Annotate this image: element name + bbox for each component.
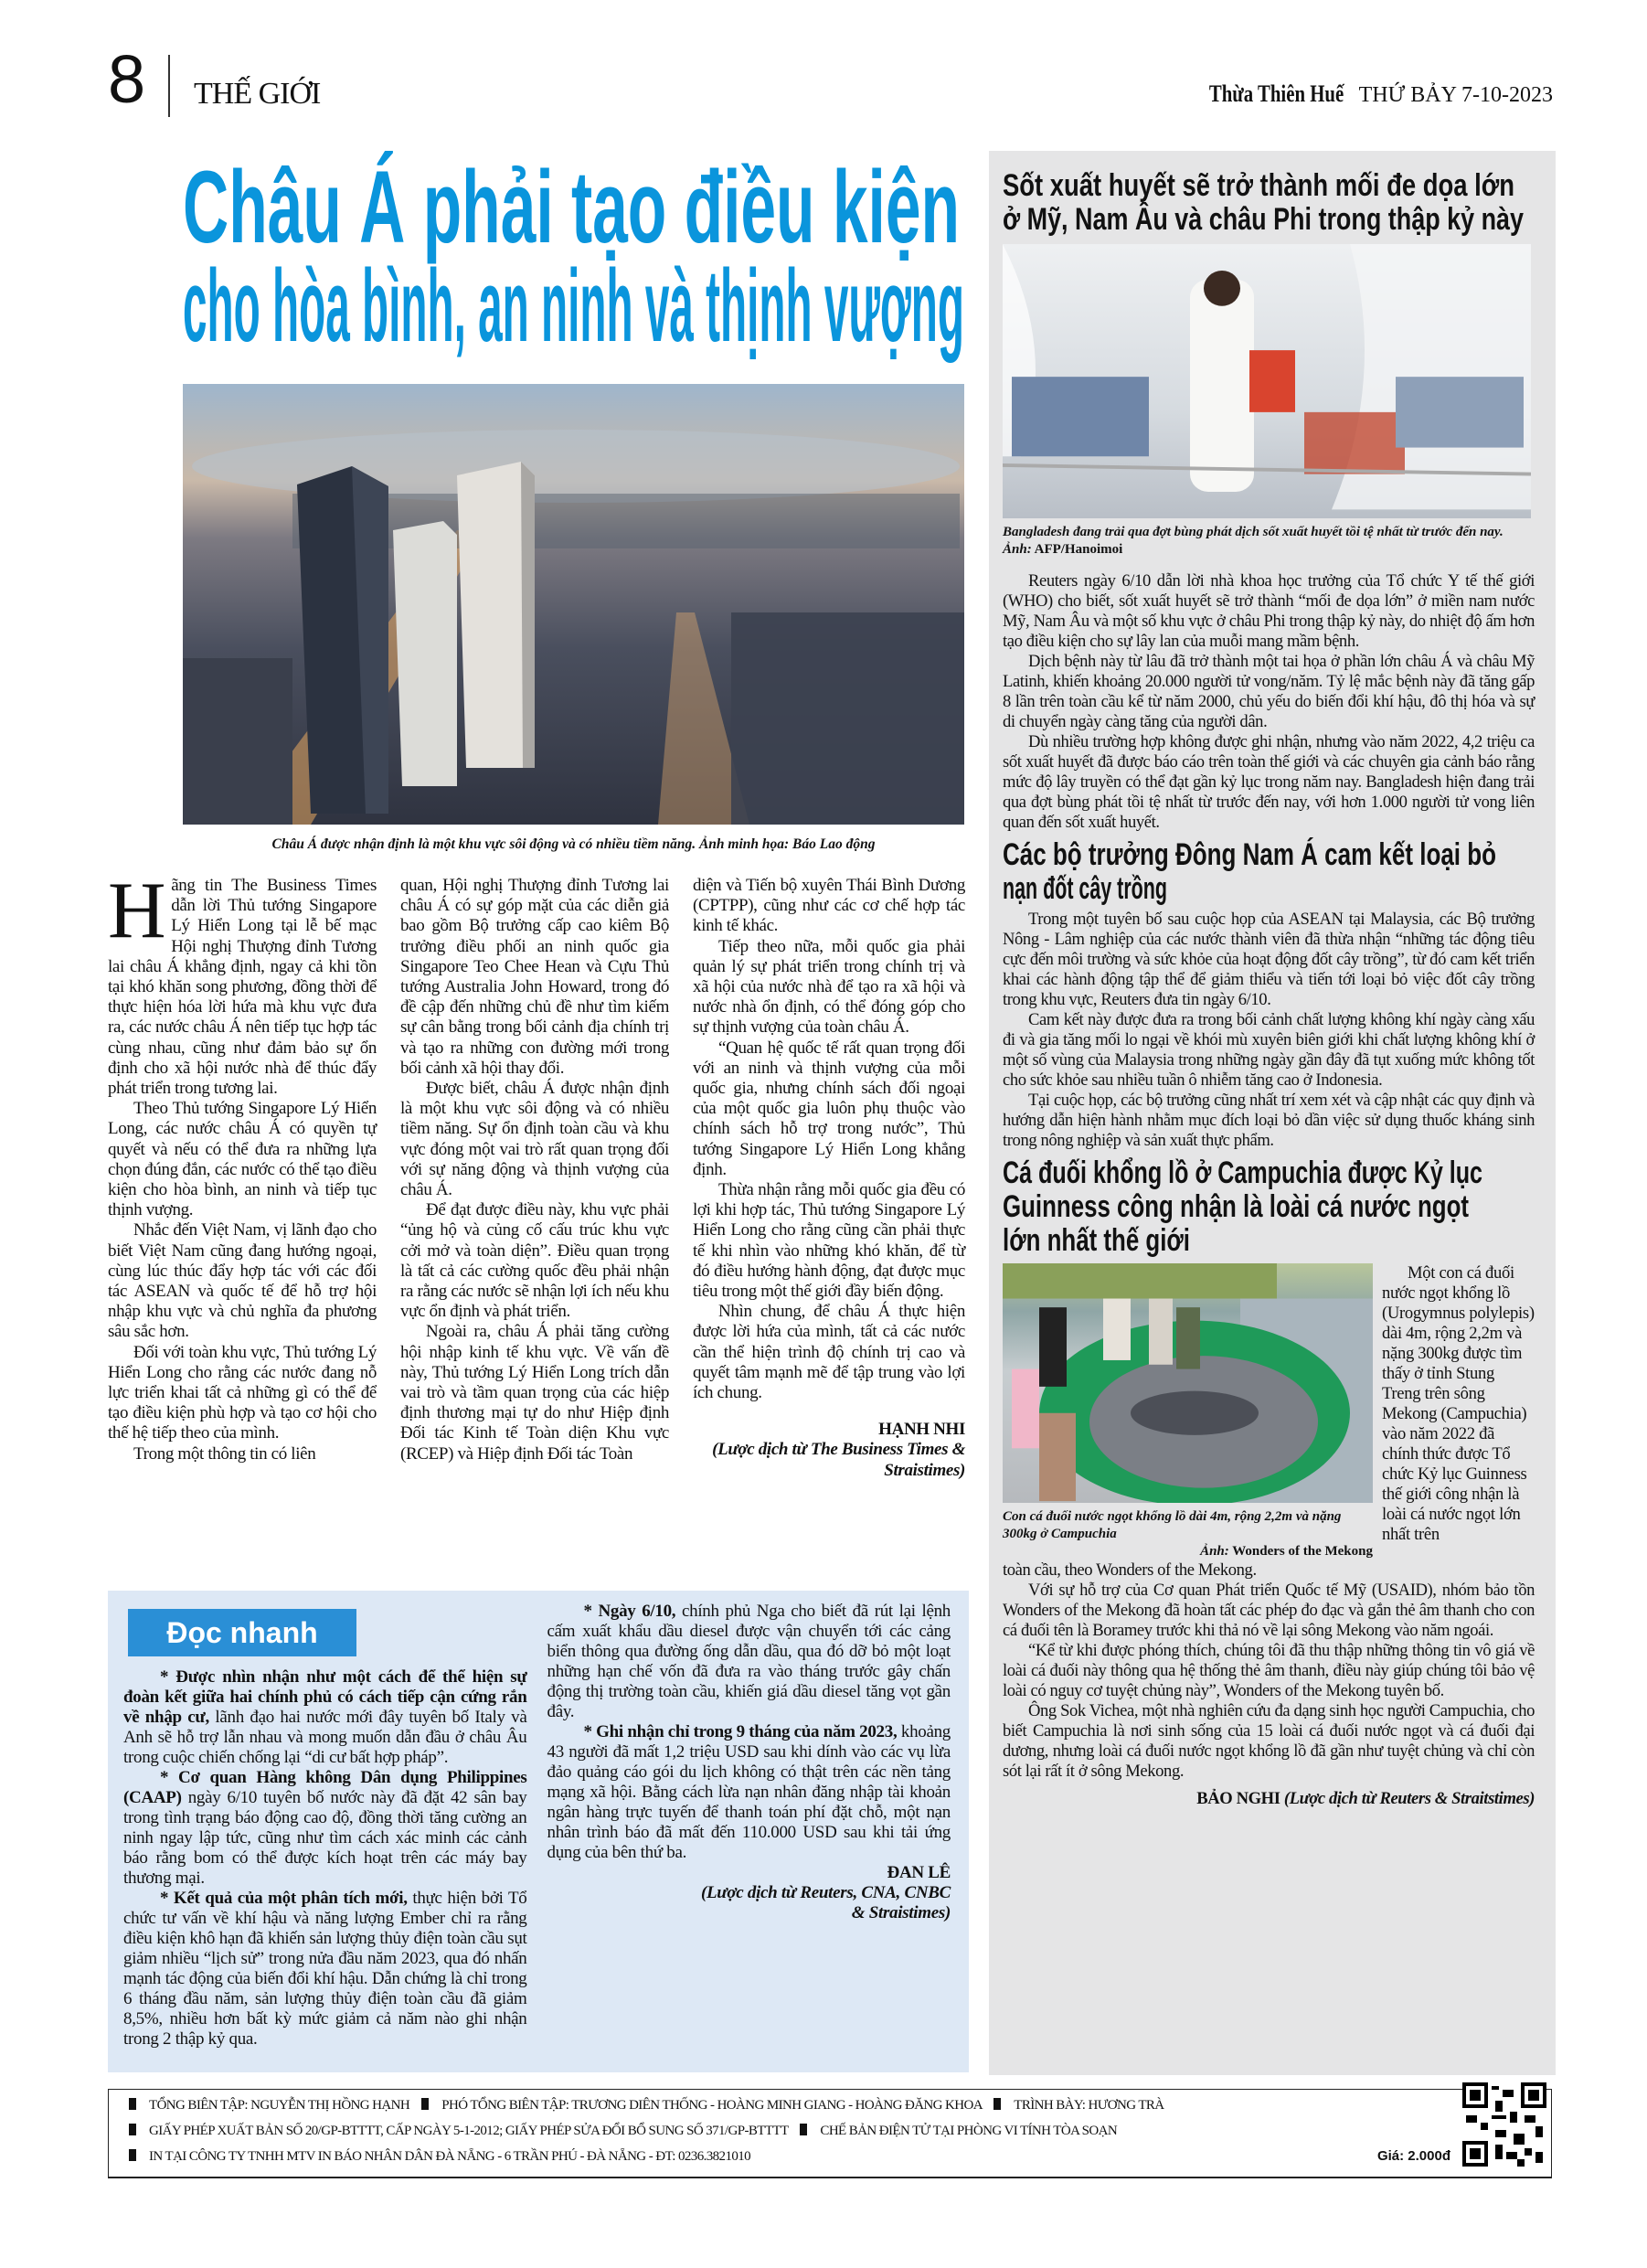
headline-line: ở Mỹ, Nam Âu và châu Phi trong thập kỷ này: [1003, 202, 1524, 237]
imprint-line-1: [129, 2097, 1164, 2114]
paragraph: toàn cầu, theo Wonders of the Mekong.: [1003, 1560, 1257, 1580]
quick-read-byline: [547, 1863, 951, 1923]
quick-read-label: Đọc nhanh: [128, 1609, 356, 1656]
caption-credit: Wonders of the Mekong: [1228, 1544, 1373, 1559]
section-title: THẾ GIỚI: [194, 77, 321, 111]
article-column-3: [693, 876, 965, 1481]
paper-name: Thừa Thiên Huế: [1209, 80, 1344, 107]
paragraph: Thừa nhận rằng mỗi quốc gia đều có lợi khi hợp tác, Thủ tướng Singapore Lý Hiển Long cho rằng cũng cần phải thực tế khi nhìn vào những khó khăn, để từ đó điều hướng hành động, đạt được mục tiêu trong một thế giới đầy biến động.: [693, 1180, 965, 1302]
imprint-footer: [108, 2089, 1552, 2178]
sidebar-headline-dengue: [1003, 169, 1533, 237]
source: (Lược dịch từ Reuters, CNA, CNBC: [700, 1883, 951, 1902]
headline-line: Cá đuối khổng lồ ở Campuchia được Kỷ lục: [1003, 1155, 1482, 1190]
issue-date: THỨ BẢY 7-10-2023: [1358, 83, 1553, 107]
item-lead: * Kết quả của một phân tích mới,: [160, 1889, 408, 1908]
item-text: chính phủ Nga cho biết đã rút lại lệnh cấm xuất khẩu dầu diesel được vận chuyển tới các cảng biển thông qua đường ống dẫn dầu, qua đó dỡ bỏ một loạt những hạn chế vốn đã đưa ra vào tháng trước gây chấn động thị trường toàn cầu, khiến giá dầu diesel tăng vọt gần đây.: [547, 1602, 951, 1721]
paragraph: Reuters ngày 6/10 dẫn lời nhà khoa học trưởng của Tổ chức Y tế thế giới (WHO) cho biết, sốt xuất huyết sẽ trở thành “mối đe dọa lớn” ở miền nam nước Mỹ, Nam Âu và một số khu vực ở châu Phi trong thập kỷ này, do nhiệt độ ấm hơn tạo điều kiện cho sự lây lan của muỗi mang mầm bệnh.: [1003, 571, 1535, 651]
paragraph: “Kể từ khi được phóng thích, chúng tôi đã thu thập những thông tin vô giá về loài cá đuối này thông qua hệ thống thẻ âm thanh, điều này giúp chúng tôi bảo vệ loài có nguy cơ tuyệt chủng này”, Wonders of the Mekong tuyên bố.: [1003, 1641, 1535, 1700]
headline-line: Guinness công nhận là loài cá nước ngọt: [1003, 1189, 1469, 1224]
item-text: thực hiện bởi Tổ chức tư vấn về khí hậu và năng lượng Ember chỉ ra rằng điều kiện khô hạn đã khiến sản lượng thủy điện toàn cầu sụt giảm nhiều “lịch sử” trong nửa đầu năm 2023, qua đó nhấn mạnh tác động của biến đổi khí hậu. Dẫn chứng là chỉ trong 6 tháng đầu năm, sản lượng thủy điện toàn cầu đã giảm 8,5%, nhiều hơn bất kỳ mức giảm cả năm nào ghi nhận trong 2 thập kỷ qua.: [123, 1889, 527, 2049]
paragraph: Trong một thông tin có liên: [133, 1443, 316, 1464]
imprint-line-3: [129, 2148, 750, 2165]
stingray-photo-row: [1003, 1263, 1535, 1560]
paragraph: ãng tin The Business Times dẫn lời Thủ tướng Singapore Lý Hiển Long tại lễ bế mạc Hội nghị Thượng đỉnh Tương lai châu Á khẳng định, ngay cả khi tồn tại khó khăn song phương, đồng thời để thực hiện hóa lời hứa mà khu vực đưa ra, các nước châu Á nên tiếp tục hợp tác cùng nhau, cũng như đảm bảo sự ổn định cho xã hội nước nhà để thúc đẩy phát triển trong tương lai.: [108, 876, 377, 1099]
paragraph: quan, Hội nghị Thượng đỉnh Tương lai châu Á có sự góp mặt của các diễn giả bao gồm Bộ trưởng cấp cao kiêm Bộ trưởng điều phối an ninh quốc gia Singapore Teo Chee Hean và Cựu Thủ tướng Australia John Howard, trong đó đề cập đến những chủ đề như tìm kiếm sự cân bằng trong bối cảnh địa chính trị và tạo ra những con đường mới trong bối cảnh xã hội thay đổi.: [400, 876, 669, 1078]
masthead: [1175, 80, 1553, 108]
headline-line: Châu Á phải tạo điều kiện: [183, 150, 960, 264]
price: Giá: 2.000đ: [1376, 2148, 1450, 2164]
paragraph: Cam kết này được đưa ra trong bối cảnh chất lượng không khí ngày càng xấu đi và gia tăng mối lo ngại về khói mù xuyên biên giới khi chất lượng không khí ở một số vùng của Malaysia trong những ngày gần đây đã tụt xuống mức không tốt cho sức khỏe sau nhiều tuần ô nhiễm tăng cao ở Indonesia.: [1003, 1010, 1535, 1090]
paragraph: diện và Tiến bộ xuyên Thái Bình Dương (CPTPP), cũng như các cơ chế hợp tác kinh tế khác.: [693, 876, 965, 936]
header-divider: [168, 55, 170, 117]
author: HẠNH NHI: [878, 1420, 965, 1440]
author: BẢO NGHI: [1196, 1789, 1280, 1808]
item-lead: * Ngày 6/10,: [583, 1602, 676, 1621]
dengue-article-body: [1003, 571, 1535, 833]
paragraph: Đối với toàn khu vực, Thủ tướng Lý Hiển Long cho rằng các nước đang nỗ lực triển khai tất cả những gì có thể để tạo điều kiện phù hợp và tạo cơ hội cho thế hệ tiếp theo của mình.: [108, 1342, 377, 1443]
hospital-illustration: [1003, 244, 1531, 518]
paragraph: Với sự hỗ trợ của Cơ quan Phát triển Quốc tế Mỹ (USAID), nhóm bảo tồn Wonders of the Mekong đã hoàn tất các phép đo đạc và gắn thẻ âm thanh cho con cá đuối tên là Boramey trước khi thả nó về lại sông Mekong vào năm ngoái.: [1003, 1581, 1535, 1640]
city-skyline-photo: [183, 384, 964, 825]
main-image-caption: Châu Á được nhận định là một khu vực sôi động và có nhiều tiềm năng. Ảnh minh họa: Báo Lao động: [271, 836, 876, 852]
headline-line: nạn đốt cây trồng: [1003, 871, 1167, 906]
paragraph: Nhắc đến Việt Nam, vị lãnh đạo cho biết Việt Nam cũng đang hướng ngoại, cùng lúc thúc đẩy hợp tác với các đối tác ASEAN và quốc tế để hỗ trợ hội nhập khu vực và chủ nghĩa đa phương sâu sắc hơn.: [108, 1220, 377, 1342]
paragraph: Trong một tuyên bố sau cuộc họp của ASEAN tại Malaysia, các Bộ trưởng Nông - Lâm nghiệp của các nước thành viên đã thừa nhận “những tác động tiêu cực đến môi trường và sức khỏe của hoạt động đốt cây trồng”, từ đó cam kết triển khai các hành động tập thể để giảm thiểu và tiến tới loại bỏ việc đốt cây trồng trong khu vực, Reuters đưa tin ngày 6/10.: [1003, 910, 1535, 1009]
deputy-editors: PHÓ TỔNG BIÊN TẬP: TRƯƠNG DIÊN THỐNG - HOÀNG MINH GIANG - HOÀNG ĐĂNG KHOA: [441, 2098, 983, 2113]
item-lead: * Ghi nhận chỉ trong 9 tháng của năm 2023,: [583, 1722, 898, 1741]
crop-burning-article-body: [1003, 910, 1535, 1151]
main-headline: [183, 150, 969, 363]
paragraph: Theo Thủ tướng Singapore Lý Hiển Long, các nước châu Á có quyền tự quyết và nếu có thể đưa ra những lựa chọn đúng đắn, các nước có thể tạo điều kiện cho hòa bình, an ninh và tiếp tục thịnh vượng.: [108, 1099, 377, 1220]
paragraph: Được biết, châu Á được nhận định là một khu vực sôi động và có nhiều tiềm năng. Sự ổn định toàn cầu và khu vực đóng một vai trò rất quan trọng đối với sự năng động và thịnh vượng của châu Á.: [400, 1079, 669, 1200]
article-column-1: [108, 867, 377, 1464]
giant-stingray-photo: [1003, 1263, 1373, 1503]
stingray-wrap-text: [1382, 1263, 1535, 1560]
headline-line: lớn nhất thế giới: [1003, 1223, 1190, 1258]
city-illustration: [183, 384, 964, 825]
paragraph: Tại cuộc họp, các bộ trưởng cũng nhất trí xem xét và cập nhật các quy định và hướng dẫn hiện hành nhằm mục đích loại bỏ dần việc sử dụng thuốc kháng sinh trong nông nghiệp và sản xuất thực phẩm.: [1003, 1091, 1535, 1150]
paragraph: “Quan hệ quốc tế rất quan trọng đối với an ninh và thịnh vượng của mỗi quốc gia, nhưng chính sách đối ngoại của một quốc gia luôn phụ thuộc vào chính sách hỗ trợ trong nước”, Thủ tướng Singapore Lý Hiển Long khẳng định.: [693, 1038, 965, 1179]
editor-in-chief: TỔNG BIÊN TẬP: NGUYỄN THỊ HỒNG HẠNH: [149, 2098, 410, 2113]
source: (Lược dịch từ Reuters & Straitstimes): [1283, 1789, 1535, 1808]
item-text: lãnh đạo hai nước mới đây tuyên bố Italy và Anh sẽ hỗ trợ lẫn nhau và mong muốn dẫn đầu ở châu Âu trong cuộc chiến chống lại “di cư bất hợp pháp”.: [123, 1708, 527, 1767]
paragraph: Dịch bệnh này từ lâu đã trở thành một tai họa ở phần lớn châu Á và châu Mỹ Latinh, khiến khoảng 20.000 người tử vong/năm. Tỷ lệ mắc bệnh này đã tăng gấp 8 lần trên toàn cầu kể từ năm 2000, chủ yếu do biến đổi khí hậu, đô thị hóa và sự di chuyển ngày càng tăng của người dân.: [1003, 652, 1535, 731]
item-text: ngày 6/10 tuyên bố nước này đã đặt 42 sân bay trong tình trạng báo động cao độ, đồng thời tăng cường an ninh ngay lập tức, cũng như tìm cách xác minh các cảnh báo rằng bom có thể được kích hoạt trên các máy bay thương mại.: [123, 1788, 527, 1888]
sidebar-headline-crop-burning: [1003, 838, 1533, 906]
stingray-illustration: [1003, 1263, 1373, 1503]
paragraph: Dù nhiều trường hợp không được ghi nhận, nhưng vào năm 2022, 4,2 triệu ca sốt xuất huyết đã được báo cáo trên toàn thế giới và các chuyên gia cảnh báo rằng mức độ lây truyền có thể đạt gần kỷ lục trong năm nay. Bangladesh hiện đang trải qua đợt bùng phát tồi tệ nhất từ trước đến nay, với hơn 1.000 người tử vong liên quan đến sốt xuất huyết.: [1003, 732, 1535, 832]
drop-cap: H: [108, 867, 166, 955]
caption-credit-label: Ảnh:: [1200, 1544, 1229, 1559]
source: & Straistimes): [851, 1903, 951, 1922]
sidebar-headline-stingray: [1003, 1156, 1533, 1258]
author: ĐAN LÊ: [887, 1863, 951, 1882]
paragraph: Để đạt được điều này, khu vực phải “ủng hộ và củng cố cấu trúc khu vực cởi mở và toàn diện”. Điều quan trọng là tất cả các cường quốc đều phải nhận ra rằng các nước sẽ nhận lợi ích nếu khu vực ổn định và phát triển.: [400, 1200, 669, 1322]
stingray-byline: [1003, 1789, 1535, 1809]
stingray-figure: [1003, 1263, 1373, 1560]
sidebar-content: [1003, 169, 1535, 1809]
stingray-article-body: [1003, 1560, 1535, 1809]
paragraph: Một con cá đuối nước ngọt khổng lồ (Urogymnus polylepis) dài 4m, rộng 2,2m và nặng 300kg được tìm thấy ở tỉnh Stung Treng trên sông Mekong (Campuchia) vào năm 2022 đã chính thức được Tổ chức Kỷ lục Guinness thế giới công nhận là loài cá nước ngọt lớn nhất trên: [1382, 1263, 1535, 1544]
imprint-line-2: [129, 2123, 1117, 2139]
dengue-photo-caption: [1003, 524, 1535, 559]
headline-line: cho hòa bình, an ninh và thịnh vượng: [183, 249, 964, 363]
dengue-hospital-photo: [1003, 244, 1531, 518]
item-text: khoảng 43 người đã mất 1,2 triệu USD sau khi dính vào các vụ lừa đảo quảng cáo gói du lịch không có thật trên các nền tảng mạng xã hội. Bằng cách lừa nạn nhân đăng nhập tài khoản ngân hàng trực tuyến để thanh toán phí đặt chỗ, một nạn nhân trình báo đã mất đến 110.000 USD sau khi tải ứng dụng của bên thứ ba.: [547, 1722, 951, 1862]
item-lead: * Cơ quan Hàng không Dân dụng Philippines (CAAP): [123, 1768, 527, 1807]
paragraph: Ông Sok Vichea, một nhà nghiên cứu đa dạng sinh học người Campuchia, cho biết Campuchia là nơi sinh sống của 15 loài cá đuối nước ngọt và cá đuối đại dương, nhưng loài cá đuối nước ngọt khổng lồ đã gần như tuyệt chủng và chỉ còn sót lại rất ít ở sông Mekong.: [1003, 1701, 1535, 1781]
article-byline: [693, 1420, 965, 1481]
layout-credit: TRÌNH BÀY: HƯƠNG TRÀ: [1014, 2098, 1164, 2113]
printer: IN TẠI CÔNG TY TNHH MTV IN BÁO NHÂN DÂN ĐÀ NẴNG - 6 TRẦN PHÚ - ĐÀ NẴNG - ĐT: 0236.3821010: [149, 2149, 751, 2164]
item-lead: * Được nhìn nhận như một cách để thể hiện sự đoàn kết giữa hai chính phủ có cách tiếp cận cứng rắn về nhập cư,: [123, 1667, 527, 1727]
paragraph: Tiếp theo nữa, mỗi quốc gia phải quản lý sự phát triển trong chính trị và xã hội của nước nhà để tạo ra xã hội và nước nhà ổn định, có thể đóng góp cho sự thịnh vượng của toàn châu Á.: [693, 936, 965, 1038]
caption-text: Bangladesh đang trải qua đợt bùng phát dịch sốt xuất huyết tồi tệ nhất từ trước đến nay. Ảnh:: [1003, 525, 1504, 557]
stingray-photo-caption: [1003, 1508, 1373, 1560]
caption-credit: AFP/Hanoimoi: [1031, 542, 1123, 557]
quick-read-columns: [123, 1602, 951, 2068]
headline-line: Các bộ trưởng Đông Nam Á cam kết loại bỏ: [1003, 837, 1496, 872]
page-number: 8: [108, 41, 146, 117]
license: GIẤY PHÉP XUẤT BẢN SỐ 20/GP-BTTTT, CẤP NGÀY 5-1-2012; GIẤY PHÉP SỬA ĐỔI BỔ SUNG SỐ 371/GP-BTTTT: [149, 2124, 789, 2138]
paragraph: Nhìn chung, để châu Á thực hiện được lời hứa của mình, tất cả các nước cần thể hiện trình độ chính trị cao và quyết tâm mạnh mẽ để tập trung vào lợi ích chung.: [693, 1302, 965, 1403]
headline-line: Sốt xuất huyết sẽ trở thành mối đe dọa lớn: [1003, 168, 1514, 203]
caption-text: Con cá đuối nước ngọt khổng lồ dài 4m, rộng 2,2m và nặng 300kg ở Campuchia: [1003, 1509, 1342, 1541]
paragraph: Ngoài ra, châu Á phải tăng cường hội nhập kinh tế khu vực. Về vấn đề này, Thủ tướng Lý Hiển Long trích dẫn vai trò và tầm quan trọng của các hiệp định thương mại tự do như Hiệp định Đối tác Kinh tế Toàn diện Khu vực (RCEP) và Hiệp định Đối tác Toàn: [400, 1322, 669, 1464]
qr-code-icon[interactable]: [1462, 2082, 1546, 2167]
article-column-2: [400, 876, 669, 1464]
source: (Lược dịch từ The Business Times & Straistimes): [712, 1440, 965, 1480]
typesetting: CHẾ BẢN ĐIỆN TỬ TẠI PHÒNG VI TÍNH TÒA SOẠN: [820, 2124, 1118, 2138]
